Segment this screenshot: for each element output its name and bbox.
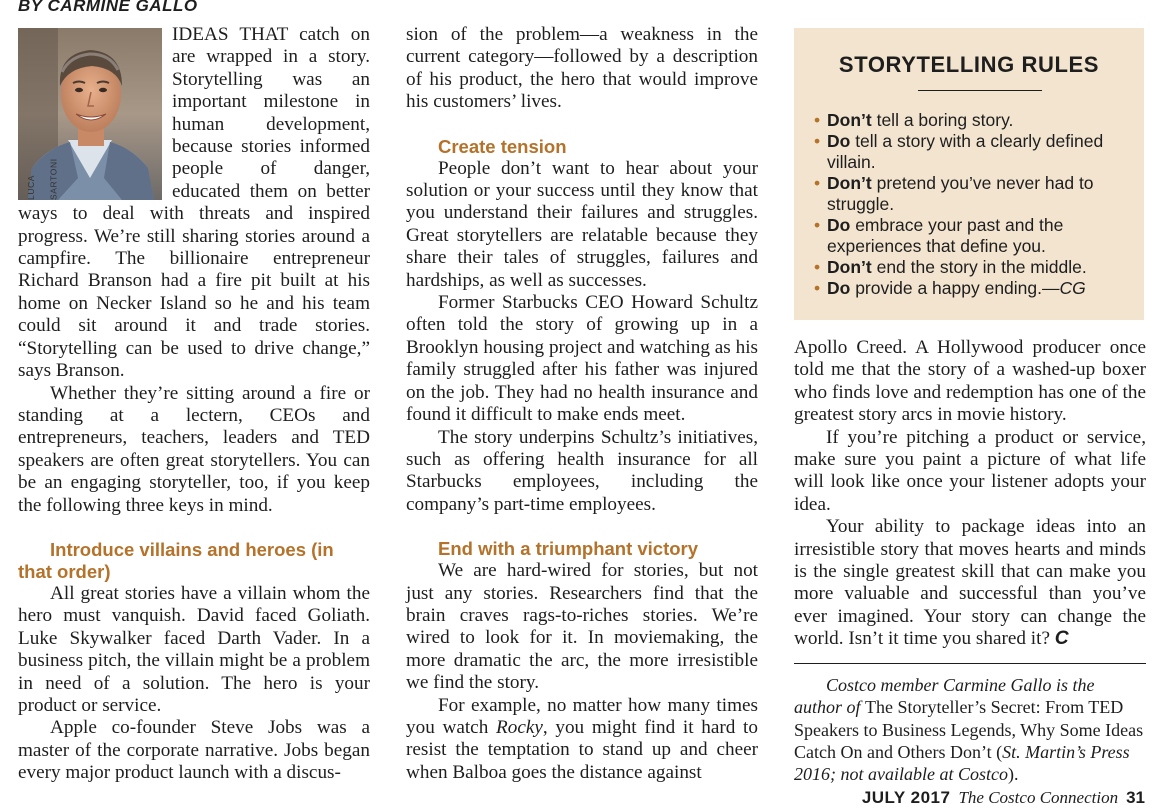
column-1 [18, 24, 370, 785]
body-paragraph: Whether they’re sitting around a fire or standing at a lectern, CEOs and entrepreneurs, teachers, leaders and TED speakers are often great storytellers. You can be an engaging storyteller, too, if you keep the following three keys in mind. [18, 382, 370, 516]
sidebar-signature: —CG [1042, 278, 1086, 298]
book-title: The Storyteller’s Secret: From TED Speakers to Business Legends, Why Some Ideas Catch On and Others Don’t [794, 697, 1144, 762]
body-paragraph: sion of the problem—a weakness in the current category—followed by a description of his product, the hero that would improve his customers’ lives. [406, 24, 758, 113]
body-paragraph: Apollo Creed. A Hollywood producer once told me that the story of a washed-up boxer who finds love and redemption has one of the greatest story arcs in movie history. [794, 337, 1146, 426]
body-paragraph: We are hard-wired for stories, but not just any stories. Researchers find that the brain craves rags-to-riches stories. We’re wired to look for it. In moviemaking, the more dramatic the arc, the more irresistible we find the story. [406, 560, 758, 694]
page-number: 31 [1126, 788, 1145, 807]
bullet-icon: • [814, 173, 821, 193]
film-title: Rocky [496, 716, 543, 738]
column-3 [794, 337, 1146, 786]
page-footer [862, 788, 1145, 808]
rule-item: • Don’t end the story in the middle. [814, 257, 1087, 277]
section-heading-victory: End with a triumphant victory [438, 538, 699, 560]
body-paragraph: If you’re pitching a product or service, make sure you paint a picture of what life will look like once your listener adopts your idea. [794, 426, 1146, 515]
rule-item: • Don’t pretend you’ve never had to struggle. [814, 173, 1094, 214]
rule-item: • Don’t tell a boring story. [814, 110, 1014, 130]
bullet-icon: • [814, 131, 821, 151]
author-bio: Costco member Carmine Gallo is the author of The Storyteller’s Secret: From TED Speakers to Business Legends, Why Some Ideas Catch On and Others Don’t (St. Martin’s Press 2016; not available at Costco). [794, 674, 1144, 785]
section-heading-villains: Introduce villains and heroes (in that order) [18, 538, 334, 582]
intro-paragraph: IDEAS THAT catch on are wrapped in a story. Storytelling was an important milestone in human development, because stories informed people of danger, educated them on better ways to deal with threats and inspired progress. We’re still sharing stories around a campfire. The billionaire entrepreneur Richard Branson had a fire pit built at his home on Necker Island so he and his team could sit around it and trade stories. “Storytelling can be used to drive change,” says Branson. [18, 24, 370, 382]
body-paragraph [406, 695, 758, 785]
sidebar-title: STORYTELLING RULES [838, 52, 1100, 77]
body-paragraph: People don’t want to hear about your solution or your success until they know that you understand their failures and struggles. Great storytellers are relatable because they share their tales of struggles, failures and hardships, as well as successes. [406, 157, 758, 291]
bullet-icon: • [814, 110, 821, 130]
body-paragraph: The story underpins Schultz’s initiatives, such as offering health insurance for all Starbucks employees, including the company’s part-time employees. [406, 426, 758, 515]
bio-divider [794, 663, 1146, 664]
body-text: , you might find it hard to resist the temptation to stand up and cheer when Balboa goes the distance against [406, 716, 758, 783]
rule-item: • Do tell a story with a clearly defined villain. [814, 131, 1104, 172]
rule-item: • Do embrace your past and the experiences that define you. [814, 215, 1064, 256]
body-paragraph: All great stories have a villain whom the hero must vanquish. David faced Goliath. Luke Skywalker faced Darth Vader. In a business pitch, the villain might be a problem in need of a solution. The hero is your product or service. [18, 582, 370, 716]
body-text: For example, no matter how many times you watch [406, 694, 758, 738]
publisher-note: St. Martin’s Press 2016; not available at Costco [794, 741, 1130, 785]
storytelling-rules-sidebar [794, 28, 1144, 320]
end-mark-icon: C [1054, 628, 1069, 650]
bullet-icon: • [814, 215, 821, 235]
photo-credit: LUCA SARTONI [26, 158, 59, 200]
publication-name: The Costco Connection [958, 788, 1119, 807]
byline: BY CARMINE GALLO [18, 0, 198, 15]
issue-date: JULY 2017 [861, 788, 951, 807]
rule-item: • Do provide a happy ending.—CG [814, 278, 1086, 298]
author-photo [18, 28, 162, 200]
bullet-icon: • [814, 278, 821, 298]
column-2 [406, 24, 758, 784]
rules-list [814, 110, 1134, 299]
bullet-icon: • [814, 257, 821, 277]
closing-paragraph: Your ability to package ideas into an irresistible story that moves hearts and minds is the single greatest skill that can make you more valuable and successful than you’ve ever imagined. Your story can change the world. Isn’t it time you shared it? C [794, 516, 1146, 650]
body-paragraph: Former Starbucks CEO Howard Schultz often told the story of growing up in a Brooklyn housing project and watching as his family struggled after his father was injured on the job. They had no health insurance and found it difficult to make ends meet. [406, 292, 758, 426]
title-divider [918, 90, 1042, 91]
body-paragraph: Apple co-founder Steve Jobs was a master of the corporate narrative. Jobs began every major product launch with a discus- [18, 717, 370, 784]
section-heading-tension: Create tension [438, 135, 567, 157]
